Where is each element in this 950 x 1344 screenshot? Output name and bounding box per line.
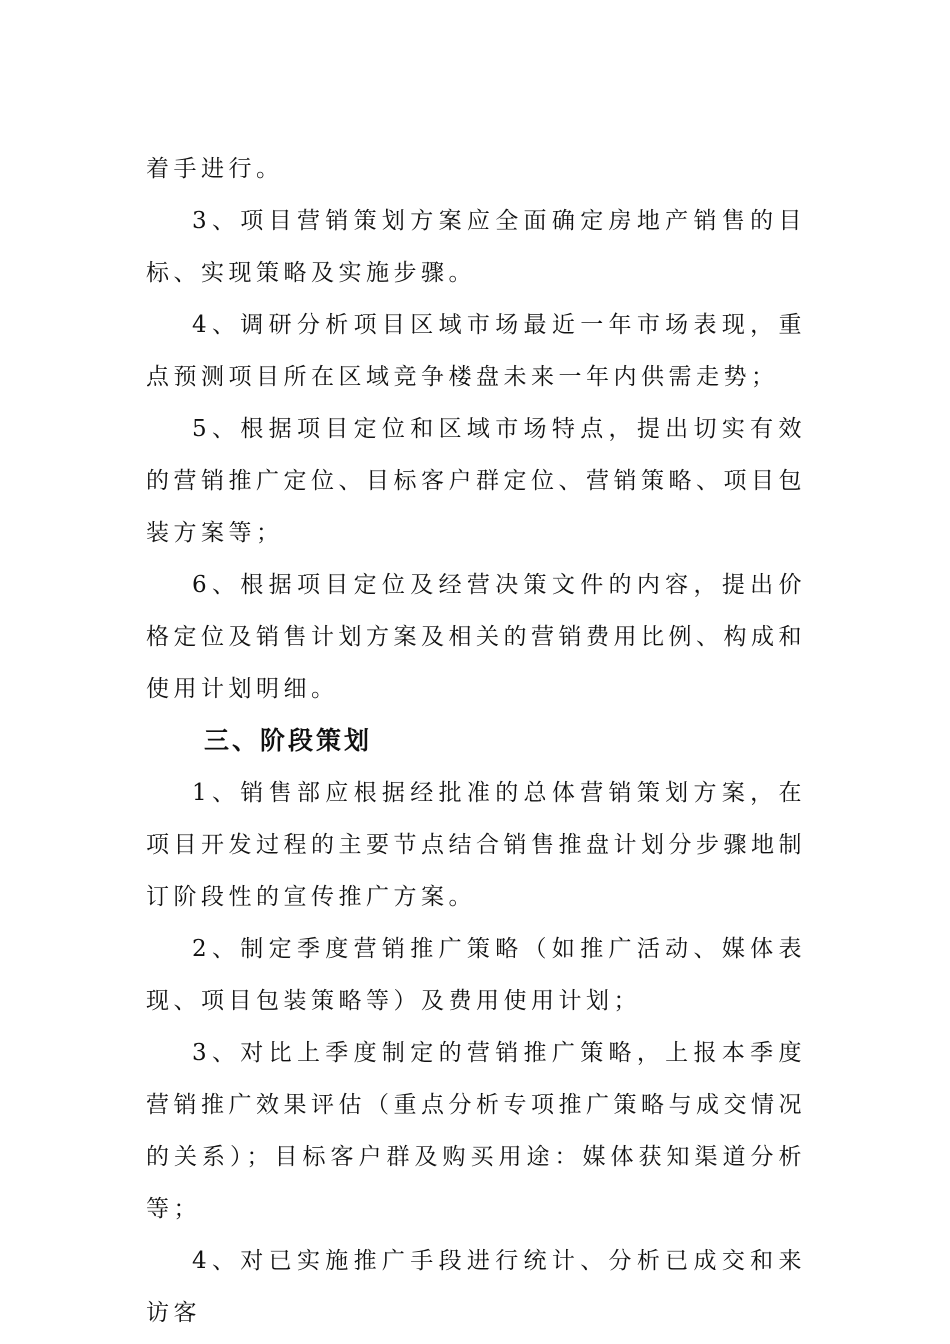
stage-paragraph-3: 3、对比上季度制定的营销推广策略，上报本季度营销推广效果评估（重点分析专项推广策略与成交情况的关系）；目标客户群及购买用途：媒体获知渠道分析等； xyxy=(146,1040,806,1222)
paragraph-item-6: 6、根据项目定位及经营决策文件的内容，提出价格定位及销售计划方案及相关的营销费用比例、构成和使用计划明细。 xyxy=(146,572,806,702)
document-body xyxy=(146,143,806,1339)
paragraph-item-3: 3、项目营销策划方案应全面确定房地产销售的目标、实现策略及实施步骤。 xyxy=(146,208,806,286)
section-heading: 三、阶段策划 xyxy=(204,726,373,755)
paragraph-continuation: 着手进行。 xyxy=(146,156,284,182)
paragraph-item-5: 5、根据项目定位和区域市场特点，提出切实有效的营销推广定位、目标客户群定位、营销策略、项目包装方案等； xyxy=(146,416,806,546)
stage-paragraph-4: 4、对已实施推广手段进行统计、分析已成交和来访客 xyxy=(146,1248,806,1326)
stage-paragraph-1: 1、销售部应根据经批准的总体营销策划方案，在项目开发过程的主要节点结合销售推盘计划分步骤地制订阶段性的宣传推广方案。 xyxy=(146,780,806,910)
stage-paragraph-2: 2、制定季度营销推广策略（如推广活动、媒体表现、项目包装策略等）及费用使用计划； xyxy=(146,936,806,1014)
paragraph-item-4: 4、调研分析项目区域市场最近一年市场表现，重点预测项目所在区域竞争楼盘未来一年内供需走势； xyxy=(146,312,806,390)
